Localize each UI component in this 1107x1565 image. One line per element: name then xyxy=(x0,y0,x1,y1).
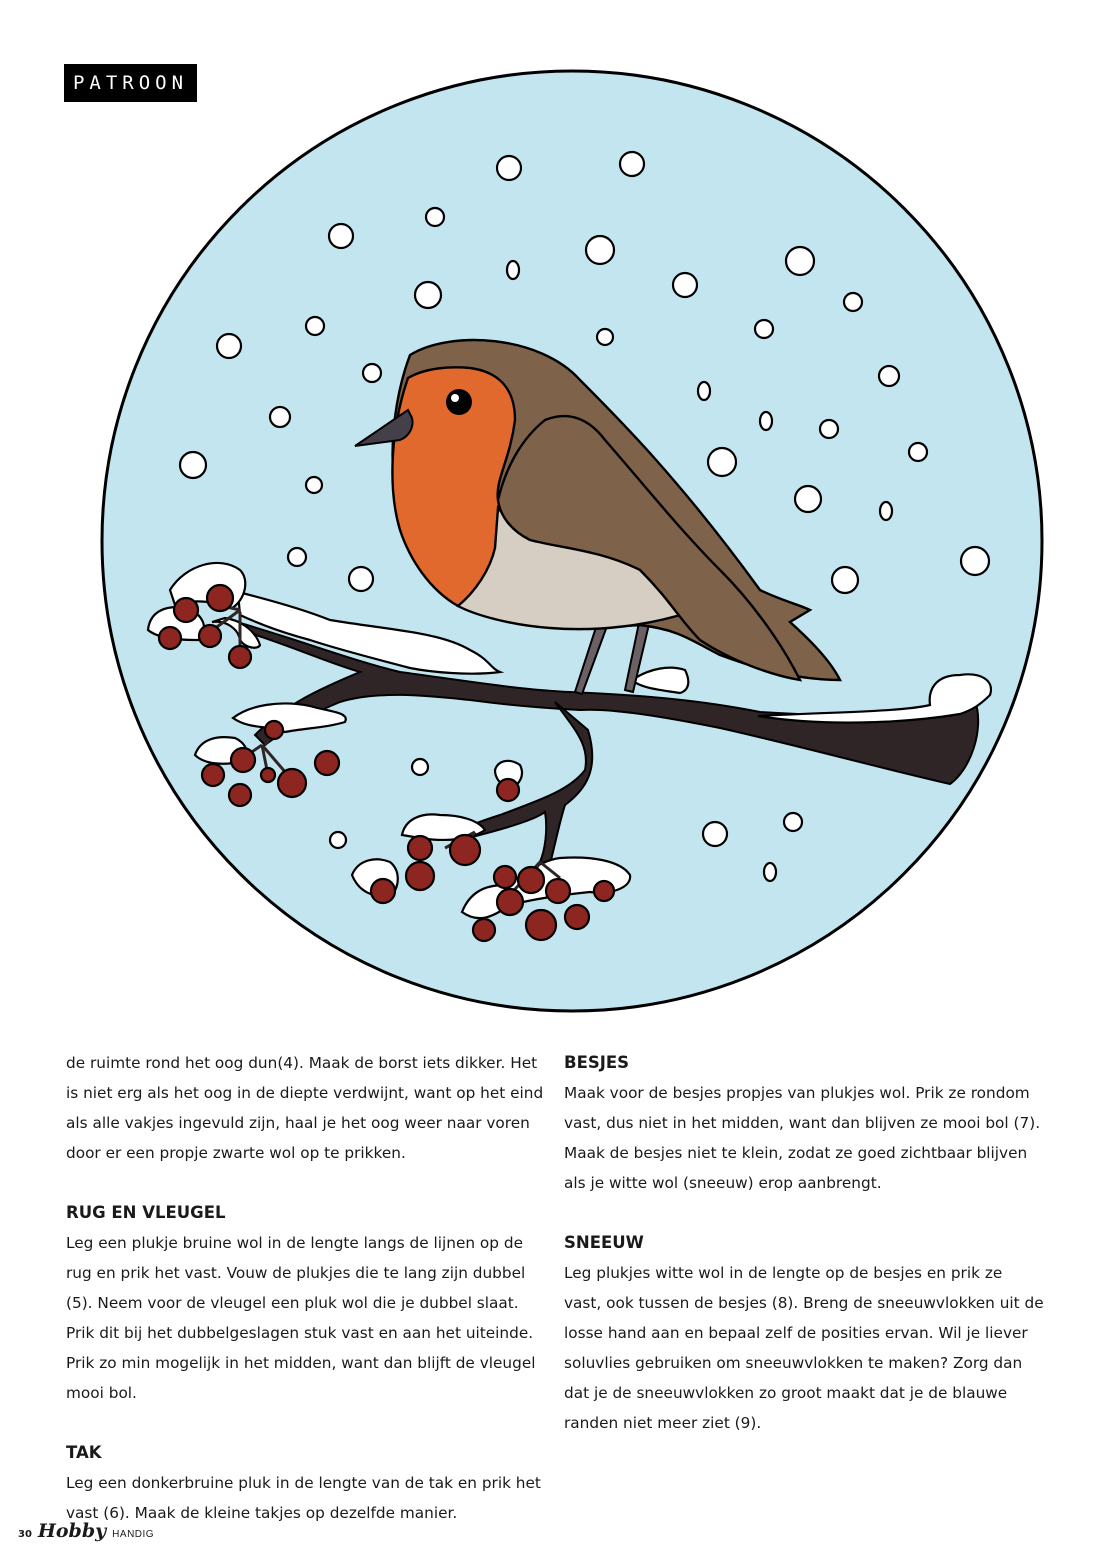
body-sneeuw: Leg plukjes witte wol in de lengte op de besjes en prik ze vast, ook tussen de besjes (8). Breng de sneeuwvlokken uit de losse hand aan en bepaal zelf de posities ervan. Wil je liever soluvlies gebruiken om sneeuwvlokken te maken? Zorg dan dat je de sneeuwvlokken zo groot maakt dat je de blauwe randen niet meer ziet (9). xyxy=(564,1264,1044,1432)
heading-rug-en-vleugel: RUG EN VLEUGEL xyxy=(66,1203,226,1222)
body-rug-en-vleugel: Leg een plukje bruine wol in de lengte langs de lijnen op de rug en prik het vast. Vouw de plukjes die te lang zijn dubbel (5). Neem voor de vleugel een pluk wol die je dubbel slaat. Prik dit bij het dubbelgeslagen stuk vast en aan het uiteinde. Prik zo min mogelijk in het midden, want dan blijft de vleugel mooi bol. xyxy=(66,1234,536,1402)
page-number: 30 xyxy=(18,1529,32,1540)
magazine-logo: Hobby xyxy=(37,1520,107,1542)
intro-paragraph: de ruimte rond het oog dun(4). Maak de borst iets dikker. Het is niet erg als het oog in de diepte verdwijnt, want op het eind als alle vakjes ingevuld zijn, haal je het oog weer naar voren door er een propje zwarte wol op te prikken. xyxy=(66,1054,544,1162)
magazine-logo-suffix: HANDIG xyxy=(112,1529,155,1540)
page-footer xyxy=(18,1520,154,1542)
heading-tak: TAK xyxy=(66,1443,102,1462)
heading-besjes: BESJES xyxy=(564,1053,630,1072)
heading-sneeuw: SNEEUW xyxy=(564,1233,644,1252)
left-column xyxy=(66,1048,546,1528)
section-tag-label: PATROON xyxy=(72,72,189,94)
body-tak: Leg een donkerbruine pluk in de lengte van de tak en prik het vast (6). Maak de kleine takjes op dezelfde manier. xyxy=(66,1474,541,1522)
body-besjes: Maak voor de besjes propjes van plukjes wol. Prik ze rondom vast, dus niet in het midden, want dan blijven ze mooi bol (7). Maak de besjes niet te klein, zodat ze goed zichtbaar blijven als je witte wol (sneeuw) erop aanbrengt. xyxy=(564,1084,1041,1192)
right-column xyxy=(564,1048,1044,1438)
